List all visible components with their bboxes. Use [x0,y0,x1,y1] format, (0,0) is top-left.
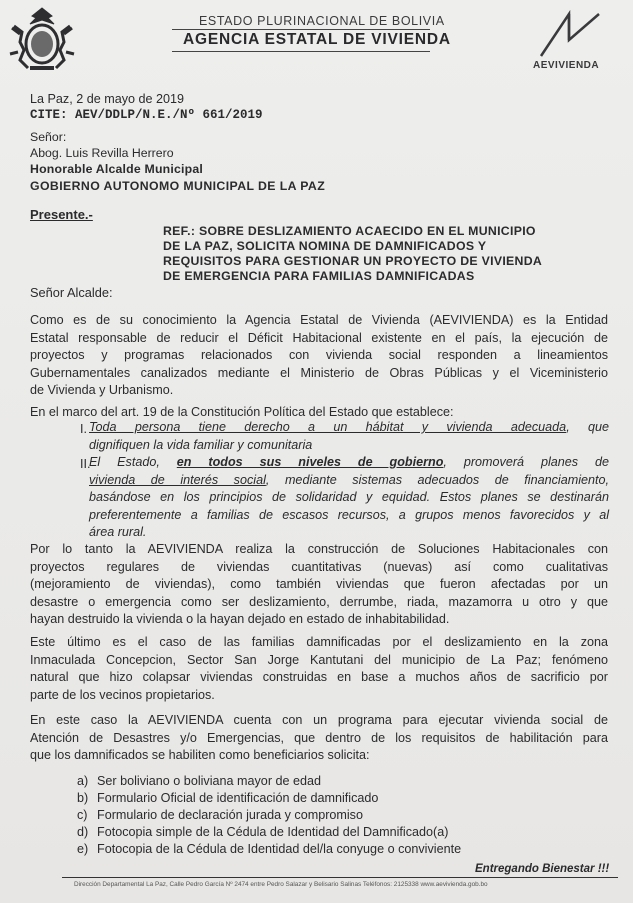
paragraph-3-line: (mejoramiento de viviendas), como también viviendas que fueron afectadas por un [30,577,608,591]
ref-line-4: DE EMERGENCIA PARA FAMILIAS DAMNIFICADAS [163,269,475,283]
requirement-item [77,842,461,856]
article-ii-bold: en todos sus niveles de gobierno [176,455,444,469]
paragraph-4-line: parte de los vecinos propietarios. [30,687,215,702]
footer-address: Dirección Departamental La Paz, Calle Pedro García Nº 2474 entre Pedro Salazar y Belisario Salinas Teléfonos: 2125338 www.aevivienda.gob.bo [74,881,488,888]
article-i-underlined: Toda persona tiene derecho a un hábitat y vivienda adecuada [89,420,567,434]
header-state-name: ESTADO PLURINACIONAL DE BOLIVIA [199,14,445,28]
header-rule-bottom [172,51,430,52]
paragraph-1-line: de Vivienda y Urbanismo. [30,383,174,397]
paragraph-3 [30,541,608,629]
paragraph-5-line: En este caso la AEVIVIENDA cuenta con un programa para ejecutar vivienda social de [30,713,608,727]
requirement-label: a) [77,774,89,788]
paragraph-5-line: que los damnificados se habiliten como beneficiarios solicita: [30,748,370,762]
paragraph-3-line: Por lo tanto la AEVIVIENDA realiza la construcción de Soluciones Habitacionales con [30,542,608,556]
requirement-label: c) [77,808,88,822]
footer-slogan: Entregando Bienestar !!! [475,863,610,875]
paragraph-4-line: natural que hizo colapsar viviendas construidas en base a muchos años de sacrificio por [30,670,608,684]
paragraph-3-line: desastre o emergencia como ser deslizamiento, derrumbe, riada, mazamorra u otro y que [30,594,608,609]
paragraph-5 [30,712,608,765]
article-ii-start: El Estado, [89,455,177,469]
ref-line-1: REF.: SOBRE DESLIZAMIENTO ACAECIDO EN EL MUNICIPIO [163,224,536,238]
article-ii-line-3: basándose en los principios de solidaridad y equidad. Estos planes se destinarán [89,490,609,504]
recipient-title: Honorable Alcalde Municipal [30,162,204,176]
article-i-line-2: dignifiquen la vida familiar y comunitaria [89,437,313,452]
article-i [89,419,609,454]
article-i-number: I. [80,422,87,436]
article-ii-rest2: , mediante sistemas adecuados de financiamiento, [265,472,609,487]
paragraph-1-line: Estatal responsable de reducir el Déficit Habitacional existente en el país, la ejecución de [30,330,608,345]
paragraph-4-line: Inmaculada Concepcion, Sector San Jorge Kantutani del municipio de La Paz; fenómeno [30,652,608,667]
paragraph-5-line: Atención de Desastres y/o Emergencias, que dentro de los requisitos de habilitación para [30,730,608,745]
requirement-label: b) [77,791,89,805]
paragraph-1 [30,312,608,400]
bolivia-coat-of-arms-icon [6,4,78,76]
paragraph-4 [30,634,608,704]
article-ii [89,454,609,542]
paragraph-2-intro: En el marco del art. 19 de la Constitución Política del Estado que establece: [30,405,454,419]
presente-heading: Presente.- [30,207,93,222]
ref-line-2: DE LA PAZ, SOLICITA NOMINA DE DAMNIFICADOS Y [163,239,487,253]
requirement-text: Fotocopia simple de la Cédula de Identidad del Damnificado(a) [97,825,449,839]
paragraph-3-line: proyectos regulares de viviendas cuantitativas (nuevas) así como cualitativas [30,559,608,574]
requirement-item [77,774,321,788]
footer-rule [62,877,618,878]
paragraph-1-line: Gubernamentales canalizados mediante el Ministerio de Obras Públicas y el Viceministerio [30,365,608,380]
requirement-item [77,825,448,839]
paragraph-1-line: Como es de su conocimiento la Agencia Estatal de Vivienda (AEVIVIENDA) es la Entidad [30,313,608,327]
requirement-text: Ser boliviano o boliviana mayor de edad [97,774,322,788]
article-ii-underlined: vivienda de interés social [89,472,266,487]
recipient-entity: GOBIERNO AUTONOMO MUNICIPAL DE LA PAZ [30,179,326,193]
requirement-text: Fotocopia de la Cédula de Identidad del/la conyuge o conviviente [97,842,462,856]
article-ii-number: II. [80,457,91,471]
letter-cite: CITE: AEV/DDLP/N.E./Nº 661/2019 [30,108,263,122]
header-agency-name: AGENCIA ESTATAL DE VIVIENDA [183,31,451,48]
article-ii-line-4: preferentemente a familias de escasos recursos, a grupos menos favorecidos y al [89,507,609,522]
requirement-item [77,791,378,805]
ref-line-3: REQUISITOS PARA GESTIONAR UN PROYECTO DE VIVIENDA [163,254,543,268]
aevivienda-logo-icon [535,10,605,58]
requirement-text: Formulario de declaración jurada y compromiso [97,808,363,822]
letter-date: La Paz, 2 de mayo de 2019 [30,92,185,106]
article-ii-line-5: área rural. [89,525,147,539]
logo-wordmark: AEVIVIENDA [533,60,600,71]
greeting: Señor Alcalde: [30,285,113,300]
requirement-text: Formulario Oficial de identificación de damnificado [97,791,379,805]
requirement-label: e) [77,842,89,856]
header-rule-top [172,29,430,30]
requirement-label: d) [77,825,89,839]
requirement-item [77,808,363,822]
paragraph-1-line: proyectos y programas relacionados con vivienda social responden a lineamientos [30,348,608,362]
article-ii-rest1: , promoverá planes de [443,455,609,469]
paragraph-3-line: hayan destruido la vivienda o la hayan dejado en estado de inhabitabilidad. [30,612,450,626]
paragraph-4-line: Este último es el caso de las familias damnificadas por el deslizamiento en la zona [30,635,608,649]
recipient-salutation: Señor: [30,130,67,144]
article-i-rest: , que [566,420,609,434]
recipient-name: Abog. Luis Revilla Herrero [30,146,174,160]
